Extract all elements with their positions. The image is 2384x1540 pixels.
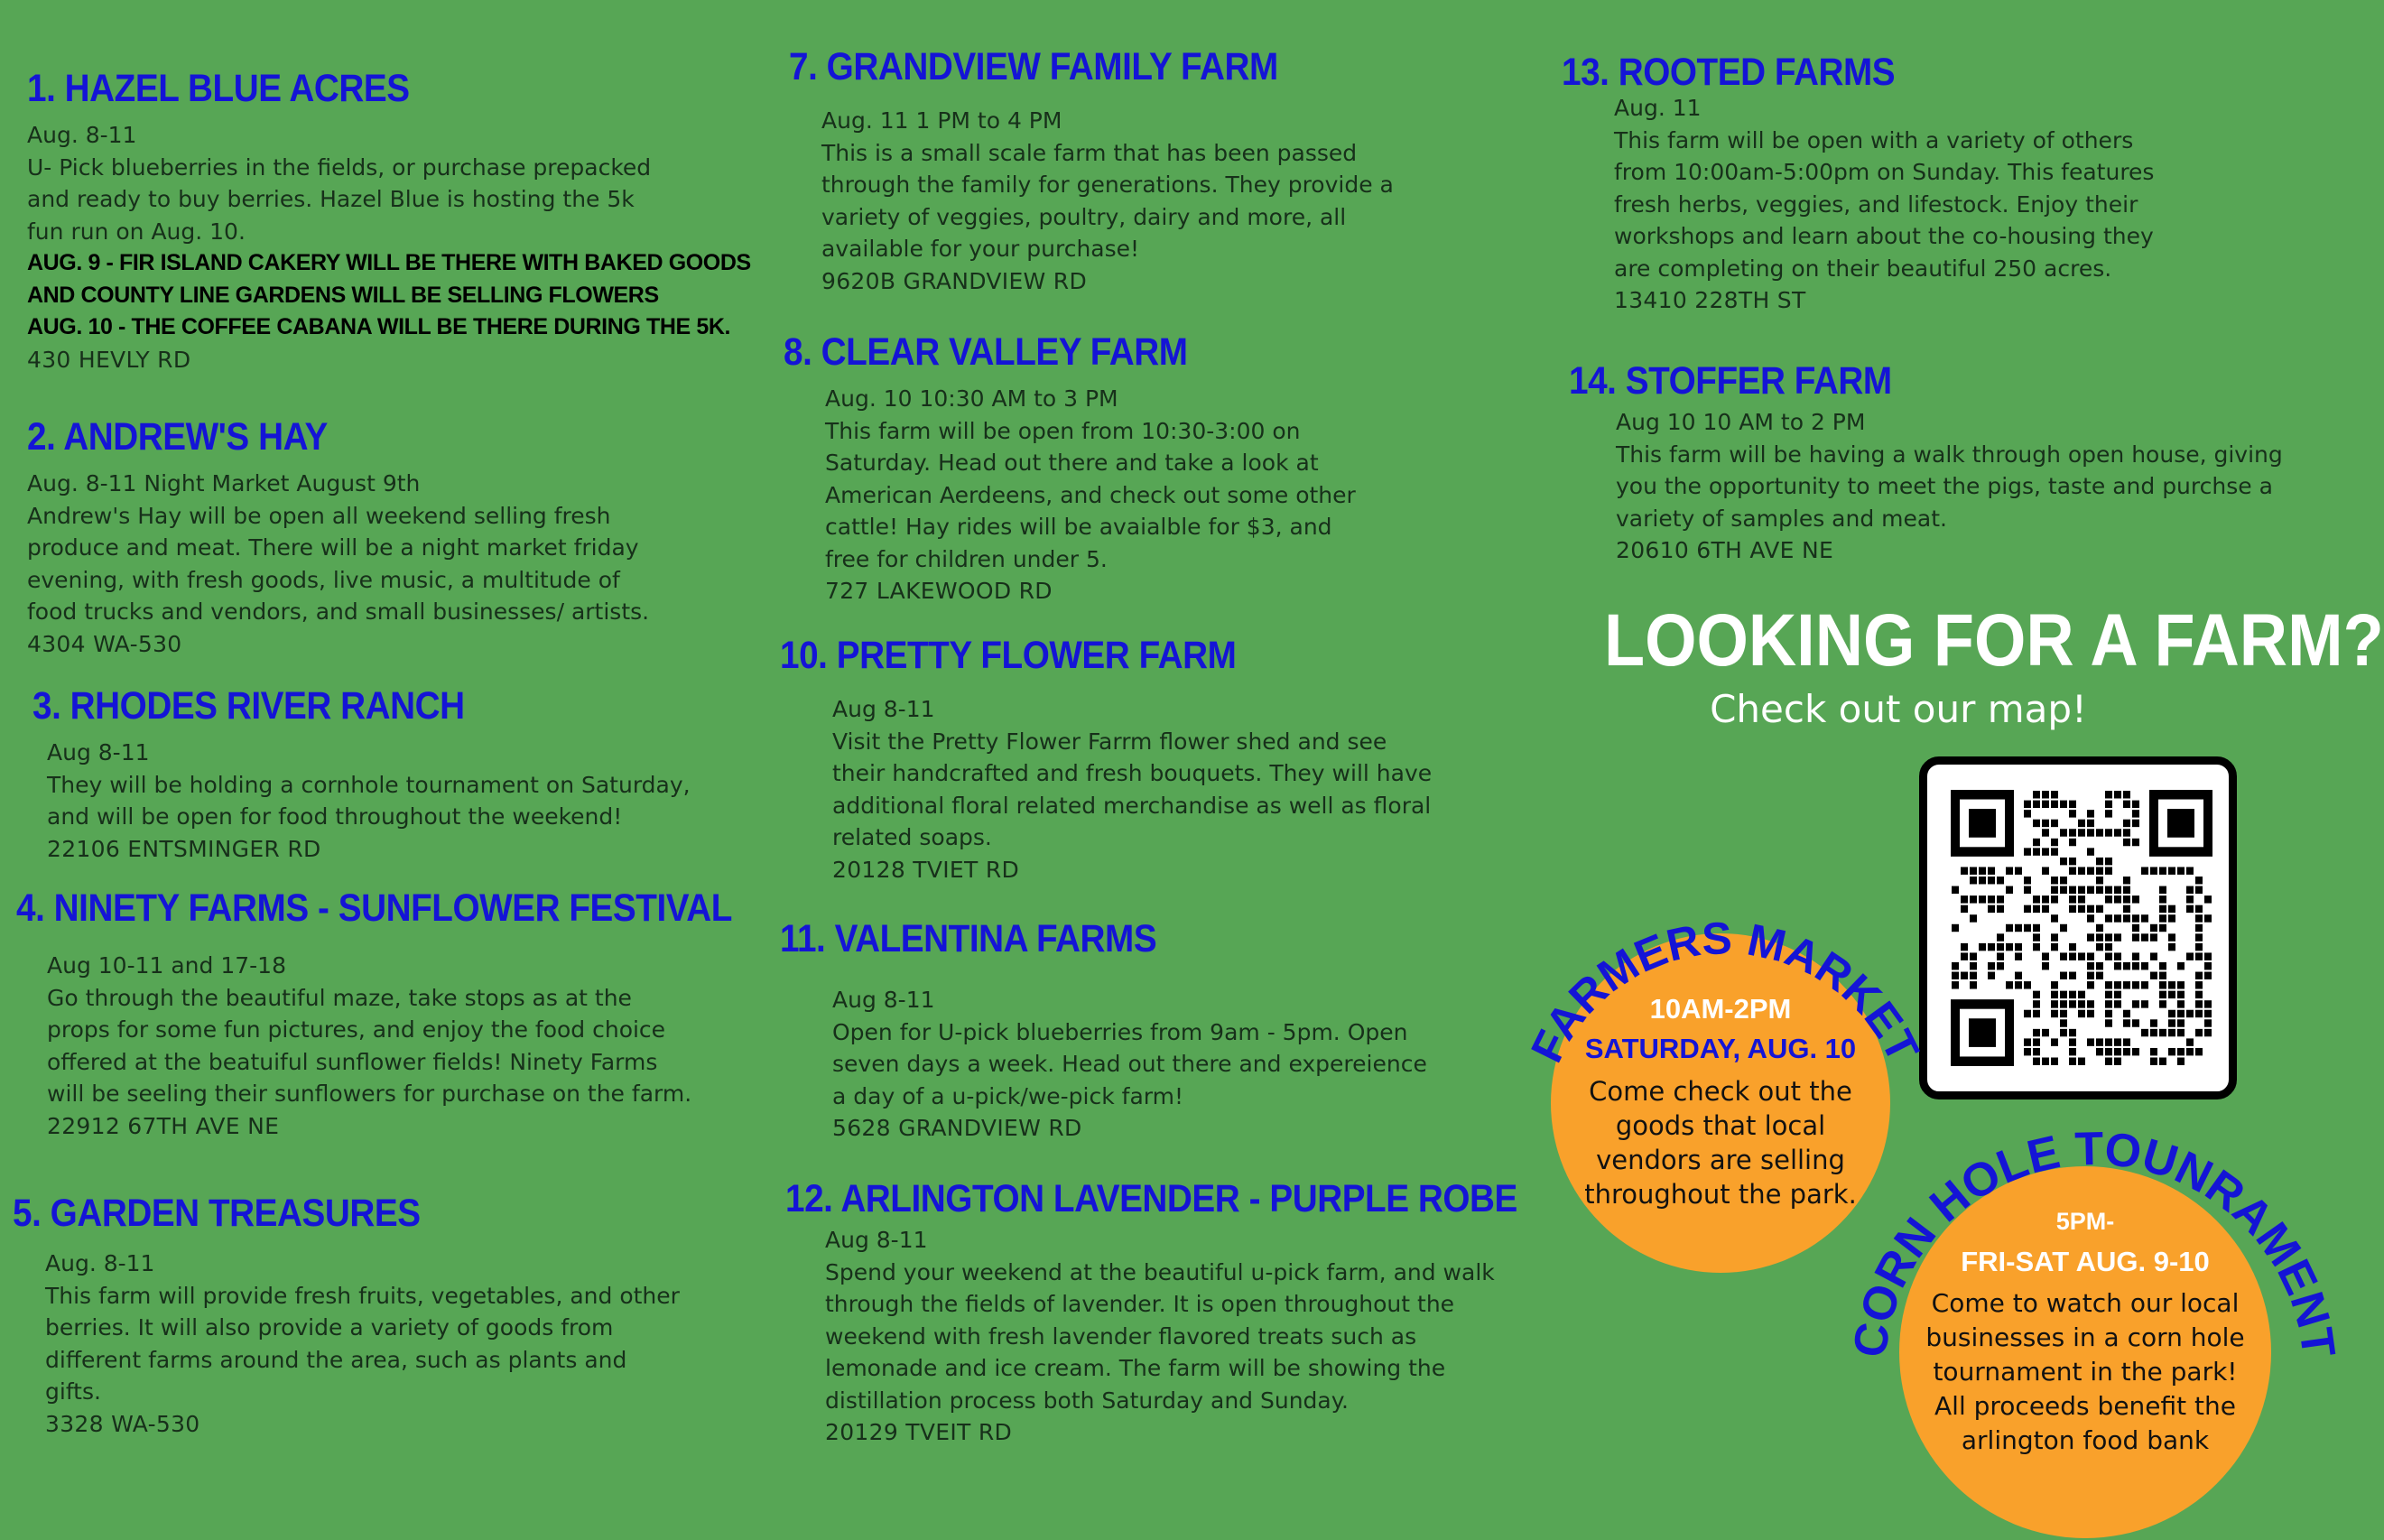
farm-desc-line: related soaps.	[832, 824, 992, 850]
farm-address: 727 LAKEWOOD RD	[825, 578, 1053, 604]
corn-hole-desc-line: arlington food bank	[1961, 1425, 2210, 1455]
farm-desc-line: you the opportunity to meet the pigs, taste and purchse a	[1616, 473, 2273, 499]
corn-hole-desc-line: tournament in the park!	[1933, 1357, 2238, 1387]
corn-hole-desc-line: Come to watch our local	[1931, 1288, 2240, 1318]
farm-desc-line: cattle! Hay rides will be avaialble for $3, and	[825, 514, 1332, 540]
farm-desc-line: weekend with fresh lavender flavored treats such as	[825, 1322, 1417, 1350]
farm-desc-line: fun run on Aug. 10.	[27, 218, 246, 245]
farm-desc-line: variety of veggies, poultry, dairy and more, all	[821, 203, 1347, 230]
farm-desc-line: through the family for generations. They provide a	[821, 172, 1394, 198]
farmers-market-desc	[1551, 1074, 1890, 1211]
farm-address: 4304 WA-530	[27, 630, 182, 657]
farmers-market-desc-line: Come check out the	[1589, 1076, 1852, 1107]
farm-desc-line: This farm will be open with a variety of others	[1614, 126, 2134, 153]
farm-dates: Aug. 8-11	[45, 1250, 155, 1276]
farm-1	[27, 63, 751, 376]
farm-address: 20610 6TH AVE NE	[1616, 537, 1834, 563]
farm-address: 20129 TVEIT RD	[825, 1419, 1013, 1445]
farm-address: 22912 67TH AVE NE	[47, 1112, 280, 1139]
corn-hole-desc-line: All proceeds benefit the	[1934, 1391, 2236, 1421]
farmers-market-date: SATURDAY, AUG. 10	[1584, 1033, 1857, 1064]
farm-desc-line: This farm will provide fresh fruits, vegetables, and other	[45, 1282, 680, 1309]
farm-event-line: AUG. 10 - THE COFFEE CABANA WILL BE THERE DURING THE 5K.	[27, 314, 731, 339]
farm-desc-line: This farm will be open from 10:30-3:00 on	[825, 417, 1301, 444]
corn-hole-desc-line: businesses in a corn hole	[1925, 1322, 2245, 1352]
farm-address: 20128 TVIET RD	[832, 856, 1020, 883]
farm-heading: 13. ROOTED FARMS	[1562, 51, 1896, 94]
farm-desc-line: Andrew's Hay will be open all weekend selling fresh	[27, 502, 611, 529]
farm-dates: Aug. 11 1 PM to 4 PM	[821, 107, 1062, 134]
farm-heading: 4. NINETY FARMS - SUNFLOWER FESTIVAL	[16, 886, 732, 930]
map-cta-subtitle: Check out our map!	[1710, 687, 2087, 731]
farm-dates: Aug. 8-11 Night Market August 9th	[27, 470, 421, 496]
farm-dates: Aug 10 10 AM to 2 PM	[1616, 409, 1866, 435]
farm-desc-line: additional floral related merchandise as well as floral	[832, 792, 1432, 819]
farm-desc-line: Go through the beautiful maze, take stops as at the	[47, 984, 632, 1011]
farm-desc-line: and will be open for food throughout the weekend!	[47, 803, 623, 830]
farm-dates: Aug 8-11	[832, 987, 935, 1013]
farm-desc-line: fresh herbs, veggies, and lifestock. Enjoy their	[1614, 190, 2138, 218]
farm-12	[785, 1174, 1599, 1449]
farm-desc-line: will be seeling their sunflowers for purchase on the farm.	[47, 1081, 692, 1107]
farmers-market-desc-line: vendors are selling	[1596, 1145, 1845, 1175]
farm-heading: 3. RHODES RIVER RANCH	[32, 684, 465, 728]
farm-desc-line: Saturday. Head out there and take a look at	[825, 450, 1319, 476]
map-cta-title: LOOKING FOR A FARM?	[1604, 599, 2384, 682]
farm-2	[27, 412, 649, 660]
farm-desc-line: This farm will be having a walk through open house, giving	[1616, 441, 2283, 468]
farm-heading: 1. HAZEL BLUE ACRES	[27, 67, 410, 110]
farmers-market-desc-line: throughout the park.	[1584, 1179, 1857, 1210]
farm-heading: 2. ANDREW'S HAY	[27, 415, 328, 459]
corn-hole-desc	[1899, 1286, 2271, 1458]
farm-desc-line: available for your purchase!	[821, 236, 1140, 262]
farm-desc-line: This is a small scale farm that has been passed	[821, 139, 1358, 166]
farm-8	[784, 327, 1356, 608]
farm-5	[13, 1188, 680, 1440]
farm-3	[32, 681, 691, 865]
farm-desc-line: offered at the beatuiful sunflower fields! Ninety Farms	[47, 1048, 658, 1075]
farm-desc-line: and ready to buy berries. Hazel Blue is hosting the 5k	[27, 186, 635, 212]
farm-address: 13410 228TH ST	[1614, 287, 1806, 313]
farm-desc-line: seven days a week. Head out there and expereience	[832, 1051, 1427, 1077]
farm-heading: 12. ARLINGTON LAVENDER - PURPLE ROBE	[785, 1177, 1517, 1220]
farm-heading: 5. GARDEN TREASURES	[13, 1192, 421, 1235]
farm-dates: Aug 8-11	[47, 739, 150, 765]
farm-desc-line: variety of samples and meat.	[1616, 505, 1947, 532]
farm-desc-line: evening, with fresh goods, live music, a multitude of	[27, 566, 620, 593]
farm-address: 430 HEVLY RD	[27, 346, 191, 373]
farm-dates: Aug 8-11	[832, 696, 935, 722]
farm-desc-line: from 10:00am-5:00pm on Sunday. This features	[1614, 159, 2155, 185]
farm-heading: 11. VALENTINA FARMS	[780, 917, 1157, 960]
farm-address: 3328 WA-530	[45, 1410, 200, 1437]
farm-desc-line: gifts.	[45, 1378, 101, 1405]
corn-hole-date: FRI-SAT AUG. 9-10	[1961, 1246, 2210, 1277]
map-qr-code[interactable]	[1919, 756, 2237, 1099]
farm-heading: 14. STOFFER FARM	[1569, 359, 1892, 403]
farm-desc-line: berries. It will also provide a variety of goods from	[45, 1314, 614, 1341]
farm-4	[16, 883, 812, 1142]
farm-address: 5628 GRANDVIEW RD	[832, 1115, 1082, 1141]
farmers-market-time: 10AM-2PM	[1649, 993, 1792, 1025]
farm-heading: 7. GRANDVIEW FAMILY FARM	[789, 45, 1278, 88]
farm-address: 22106 ENTSMINGER RD	[47, 835, 321, 862]
farm-heading: 10. PRETTY FLOWER FARM	[780, 634, 1237, 677]
farm-dates: Aug. 8-11	[27, 122, 137, 148]
farmers-market-desc-line: goods that local	[1615, 1110, 1826, 1141]
farm-desc-line: U- Pick blueberries in the fields, or purchase prepacked	[27, 153, 652, 181]
farm-address: 9620B GRANDVIEW RD	[821, 267, 1088, 294]
farm-7	[789, 42, 1394, 297]
farm-desc-line: distillation process both Saturday and Sunday.	[825, 1387, 1349, 1414]
farm-dates: Aug. 10 10:30 AM to 3 PM	[825, 385, 1118, 412]
farm-desc-line: free for children under 5.	[825, 545, 1108, 572]
farm-desc-line: different farms around the area, such as plants and	[45, 1346, 627, 1373]
farm-dates: Aug. 11	[1614, 95, 1702, 121]
farm-desc-line: Open for U-pick blueberries from 9am - 5pm. Open	[832, 1018, 1408, 1045]
farm-desc-line: Spend your weekend at the beautiful u-pick farm, and walk	[825, 1258, 1495, 1285]
farm-desc-line: They will be holding a cornhole tournament on Saturday,	[47, 771, 691, 798]
farm-dates: Aug 8-11	[825, 1227, 928, 1253]
farm-desc-line: food trucks and vendors, and small businesses/ artists.	[27, 598, 650, 625]
svg-text:CORN HOLE TOUNRAMENT: CORN HOLE TOUNRAMENT	[1843, 1122, 2345, 1361]
farm-11	[780, 914, 1427, 1145]
svg-text:FARMERS MARKET: FARMERS MARKET	[1521, 913, 1929, 1071]
farm-desc-line: American Aerdeens, and check out some other	[825, 481, 1356, 508]
farm-desc-line: are completing on their beautiful 250 acres.	[1614, 255, 2112, 282]
corn-hole-time: 5PM-	[2055, 1208, 2115, 1235]
farm-desc-line: lemonade and ice cream. The farm will be showing the	[825, 1355, 1446, 1381]
farm-desc-line: produce and meat. There will be a night market friday	[27, 534, 639, 561]
farm-desc-line: their handcrafted and fresh bouquets. They will have	[832, 760, 1433, 786]
farm-10	[780, 630, 1432, 886]
farm-dates: Aug 10-11 and 17-18	[47, 952, 286, 979]
farm-desc-line: workshops and learn about the co-housing they	[1614, 223, 2154, 249]
qr-code-icon	[1951, 790, 2212, 1066]
farm-event-line: AND COUNTY LINE GARDENS WILL BE SELLING FLOWERS	[27, 282, 659, 308]
farm-desc-line: Visit the Pretty Flower Farrm flower shed and see	[832, 728, 1387, 755]
farm-heading: 8. CLEAR VALLEY FARM	[784, 330, 1188, 374]
farm-desc-line: a day of a u-pick/we-pick farm!	[832, 1082, 1184, 1109]
farm-desc-line: props for some fun pictures, and enjoy the food choice	[47, 1016, 666, 1043]
farm-13	[1562, 47, 2154, 317]
farm-14	[1569, 356, 2283, 567]
farm-desc-line: through the fields of lavender. It is open throughout the	[825, 1291, 1455, 1317]
farm-event-line: AUG. 9 - FIR ISLAND CAKERY WILL BE THERE WITH BAKED GOODS	[27, 250, 751, 275]
